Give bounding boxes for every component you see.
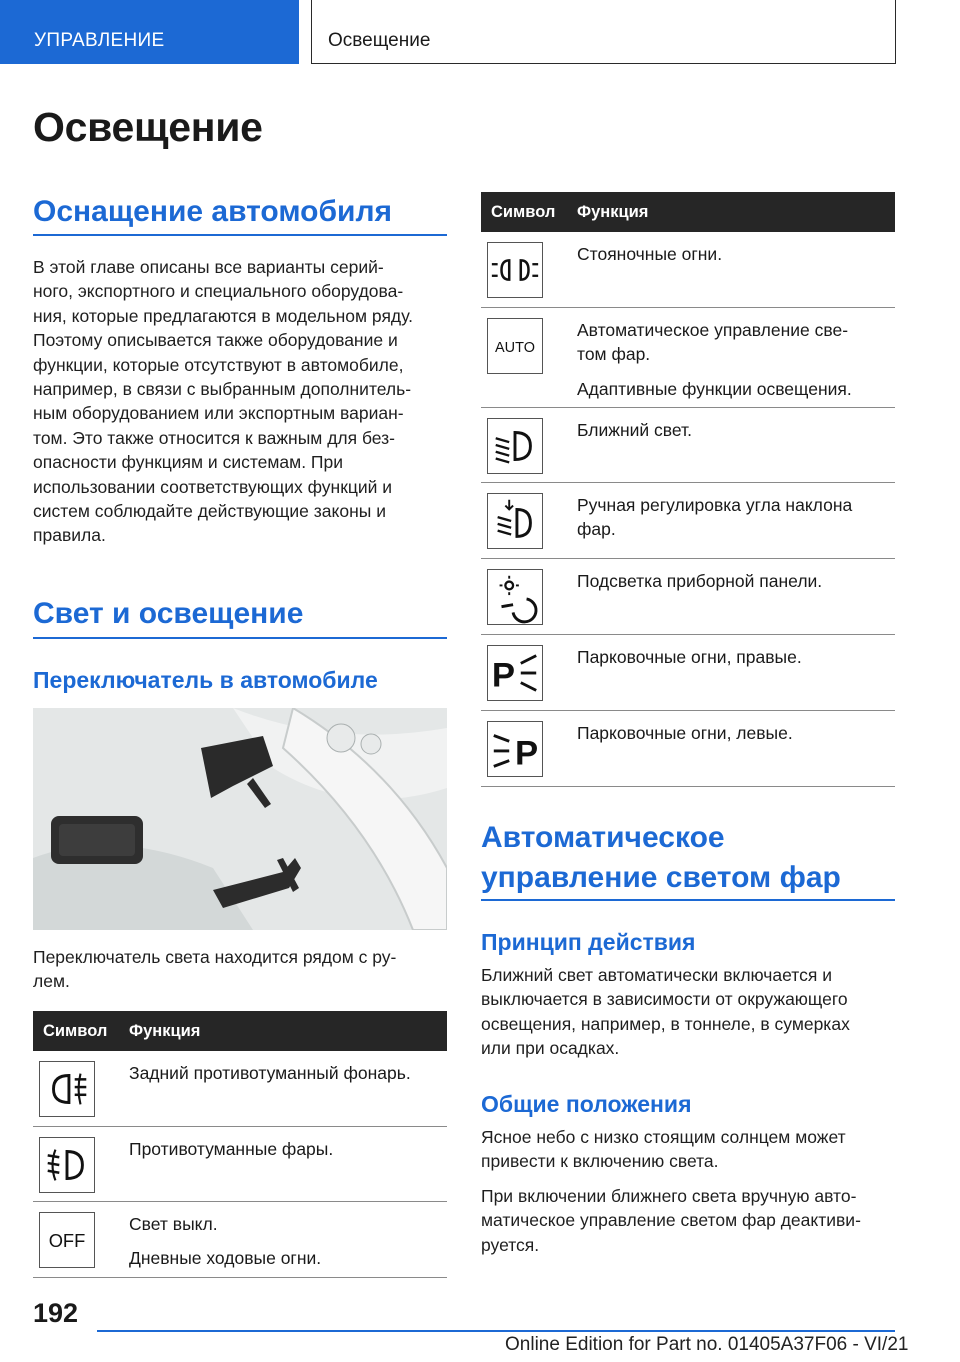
function-text: Ближний свет. (577, 420, 692, 440)
heading-principle: Принцип действия (481, 929, 696, 955)
svg-text:OFF: OFF (48, 1229, 86, 1251)
function-text: Автоматическое управление све- том фар. Адаптивные функции освещения. (577, 320, 852, 399)
topic-tab: Освещение (311, 0, 896, 64)
off-icon (39, 1212, 95, 1268)
headlight-range-icon (487, 493, 543, 549)
heading-auto-control: Автоматическое управление светом фар (481, 821, 841, 894)
page-title: Освещение (33, 104, 263, 150)
principle-paragraph: Ближний свет автоматически включается и выключается в зависимости от окружающего освещения, например, в тоннеле, в сумерках или при осадках. (481, 965, 850, 1059)
heading-rule (481, 899, 895, 901)
light-switch-photo (33, 708, 447, 930)
symbol-table-left (33, 1011, 447, 1278)
general-paragraph-2: При включении ближнего света вручную авто- матическое управление светом фар деактиви- руется. (481, 1186, 861, 1255)
function-text: Стояночные огни. (577, 244, 723, 264)
table-header (33, 1011, 447, 1051)
low-beam-icon (487, 418, 543, 474)
heading-switch: Переключатель в автомобиле (33, 667, 378, 693)
svg-text:AUTO: AUTO (495, 339, 535, 356)
function-text: Парковочные огни, правые. (577, 647, 802, 667)
equipment-paragraph: В этой главе описаны все варианты серий- ного, экспортного и специального оборудова- ния, которые предлагаются в модельном ряду. Поэтому описывается также оборудование и функции, которые отсутствуют в автомобиле, например, в связи с выбранным дополнитель- ным оборудованием или экспортным вариан- том. Это также относится к важным для без- опасности функциям и системам. При использовании соответствующих функций и систем соблюдайте действующие законы и правила. (33, 257, 413, 546)
general-paragraph-1: Ясное небо с низко стоящим солнцем может привести к включению света. (481, 1127, 846, 1172)
table-row (33, 1127, 447, 1202)
switch-paragraph: Переключатель света находится рядом с ру- лем. (33, 947, 397, 992)
table-row (481, 308, 895, 408)
table-row (33, 1051, 447, 1127)
instrument-lighting-icon (487, 569, 543, 625)
column-function: Функция (577, 202, 649, 221)
table-row (481, 711, 895, 787)
function-text: Ручная регулировка угла наклона фар. (577, 495, 853, 540)
section-tab: УПРАВЛЕНИЕ (0, 0, 299, 64)
function-text: Задний противотуманный фонарь. (129, 1063, 411, 1083)
parking-lights-icon (487, 242, 543, 298)
column-symbol: Символ (43, 1021, 108, 1040)
heading-general: Общие положения (481, 1091, 692, 1117)
function-text: Парковочные огни, левые. (577, 723, 793, 743)
parking-right-icon (487, 645, 543, 701)
function-text: Свет выкл. Дневные ходовые огни. (129, 1214, 322, 1269)
heading-rule (33, 637, 447, 639)
table-row (481, 232, 895, 308)
page-number: 192 (33, 1298, 79, 1328)
symbol-table-right (481, 192, 895, 787)
table-row (481, 559, 895, 635)
heading-rule (33, 234, 447, 236)
table-row (33, 1202, 447, 1278)
front-fog-lights-icon (39, 1137, 95, 1193)
table-row (481, 408, 895, 483)
table-header (481, 192, 895, 232)
heading-light: Свет и освещение (33, 597, 304, 630)
function-text: Подсветка приборной панели. (577, 571, 823, 591)
function-text: Противотуманные фары. (129, 1139, 334, 1159)
column-function: Функция (129, 1021, 201, 1040)
parking-left-icon (487, 721, 543, 777)
footer-rule (97, 1330, 895, 1332)
edition-footer: Online Edition for Part no. 01405A37F06 - VI/21 (505, 1334, 909, 1355)
column-symbol: Символ (491, 202, 556, 221)
svg-text:P: P (491, 656, 516, 695)
heading-equipment: Оснащение автомобиля (33, 195, 393, 228)
table-row (481, 483, 895, 559)
rear-fog-light-icon (39, 1061, 95, 1117)
svg-text:P: P (514, 734, 539, 773)
table-row (481, 635, 895, 711)
auto-icon (487, 318, 543, 374)
